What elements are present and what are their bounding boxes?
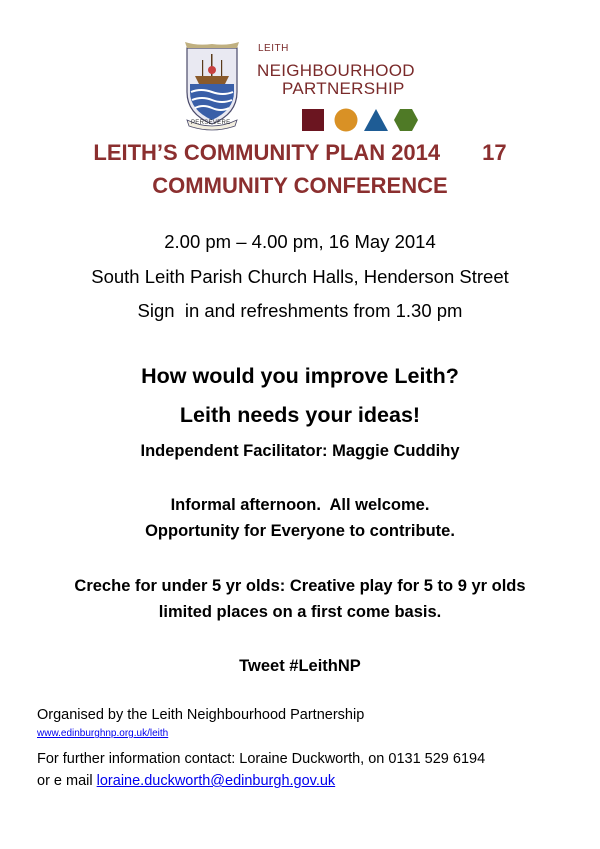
event-venue: South Leith Parish Church Halls, Henderson Street [91, 266, 509, 287]
leith-crest-logo [181, 40, 243, 132]
informal-line: Informal afternoon. All welcome. [170, 496, 430, 514]
logo-shapes [300, 106, 422, 134]
question-heading: How would you improve Leith? [141, 364, 459, 388]
ideas-heading: Leith needs your ideas! [179, 403, 421, 427]
logo-small-label: LEITH [258, 43, 289, 54]
square-shape-icon [302, 109, 324, 131]
email-prefix: or e mail [37, 773, 97, 789]
circle-shape-icon [335, 109, 358, 132]
website-link[interactable]: www.edinburghnp.org.uk/leith [37, 728, 169, 739]
triangle-shape-icon [364, 109, 388, 131]
page-title-line1: LEITH’S COMMUNITY PLAN 2014 17 [93, 140, 507, 165]
logo-title-line1: NEIGHBOURHOOD [257, 61, 415, 80]
facilitator-line: Independent Facilitator: Maggie Cuddihy [140, 442, 460, 460]
contact-text: For further information contact: Loraine Duckworth, on 0131 529 6194 [37, 751, 486, 767]
crest-motto: PERSEVERE [191, 120, 231, 126]
logo-title-line2: PARTNERSHIP [282, 79, 405, 98]
email-line [37, 773, 335, 789]
creche-line: Creche for under 5 yr olds: Creative play for 5 to 9 yr olds [74, 577, 526, 595]
email-link[interactable]: loraine.duckworth@edinburgh.gov.uk [96, 773, 336, 789]
event-time-date: 2.00 pm – 4.00 pm, 16 May 2014 [164, 231, 436, 252]
hexagon-shape-icon [394, 109, 418, 131]
tweet-hashtag: Tweet #LeithNP [239, 657, 361, 675]
places-line: limited places on a first come basis. [158, 603, 442, 621]
page-title-line2: COMMUNITY CONFERENCE [152, 173, 448, 198]
opportunity-line: Opportunity for Everyone to contribute. [145, 522, 455, 540]
organised-by-text: Organised by the Leith Neighbourhood Partnership [37, 707, 365, 723]
event-signin: Sign in and refreshments from 1.30 pm [137, 300, 463, 321]
